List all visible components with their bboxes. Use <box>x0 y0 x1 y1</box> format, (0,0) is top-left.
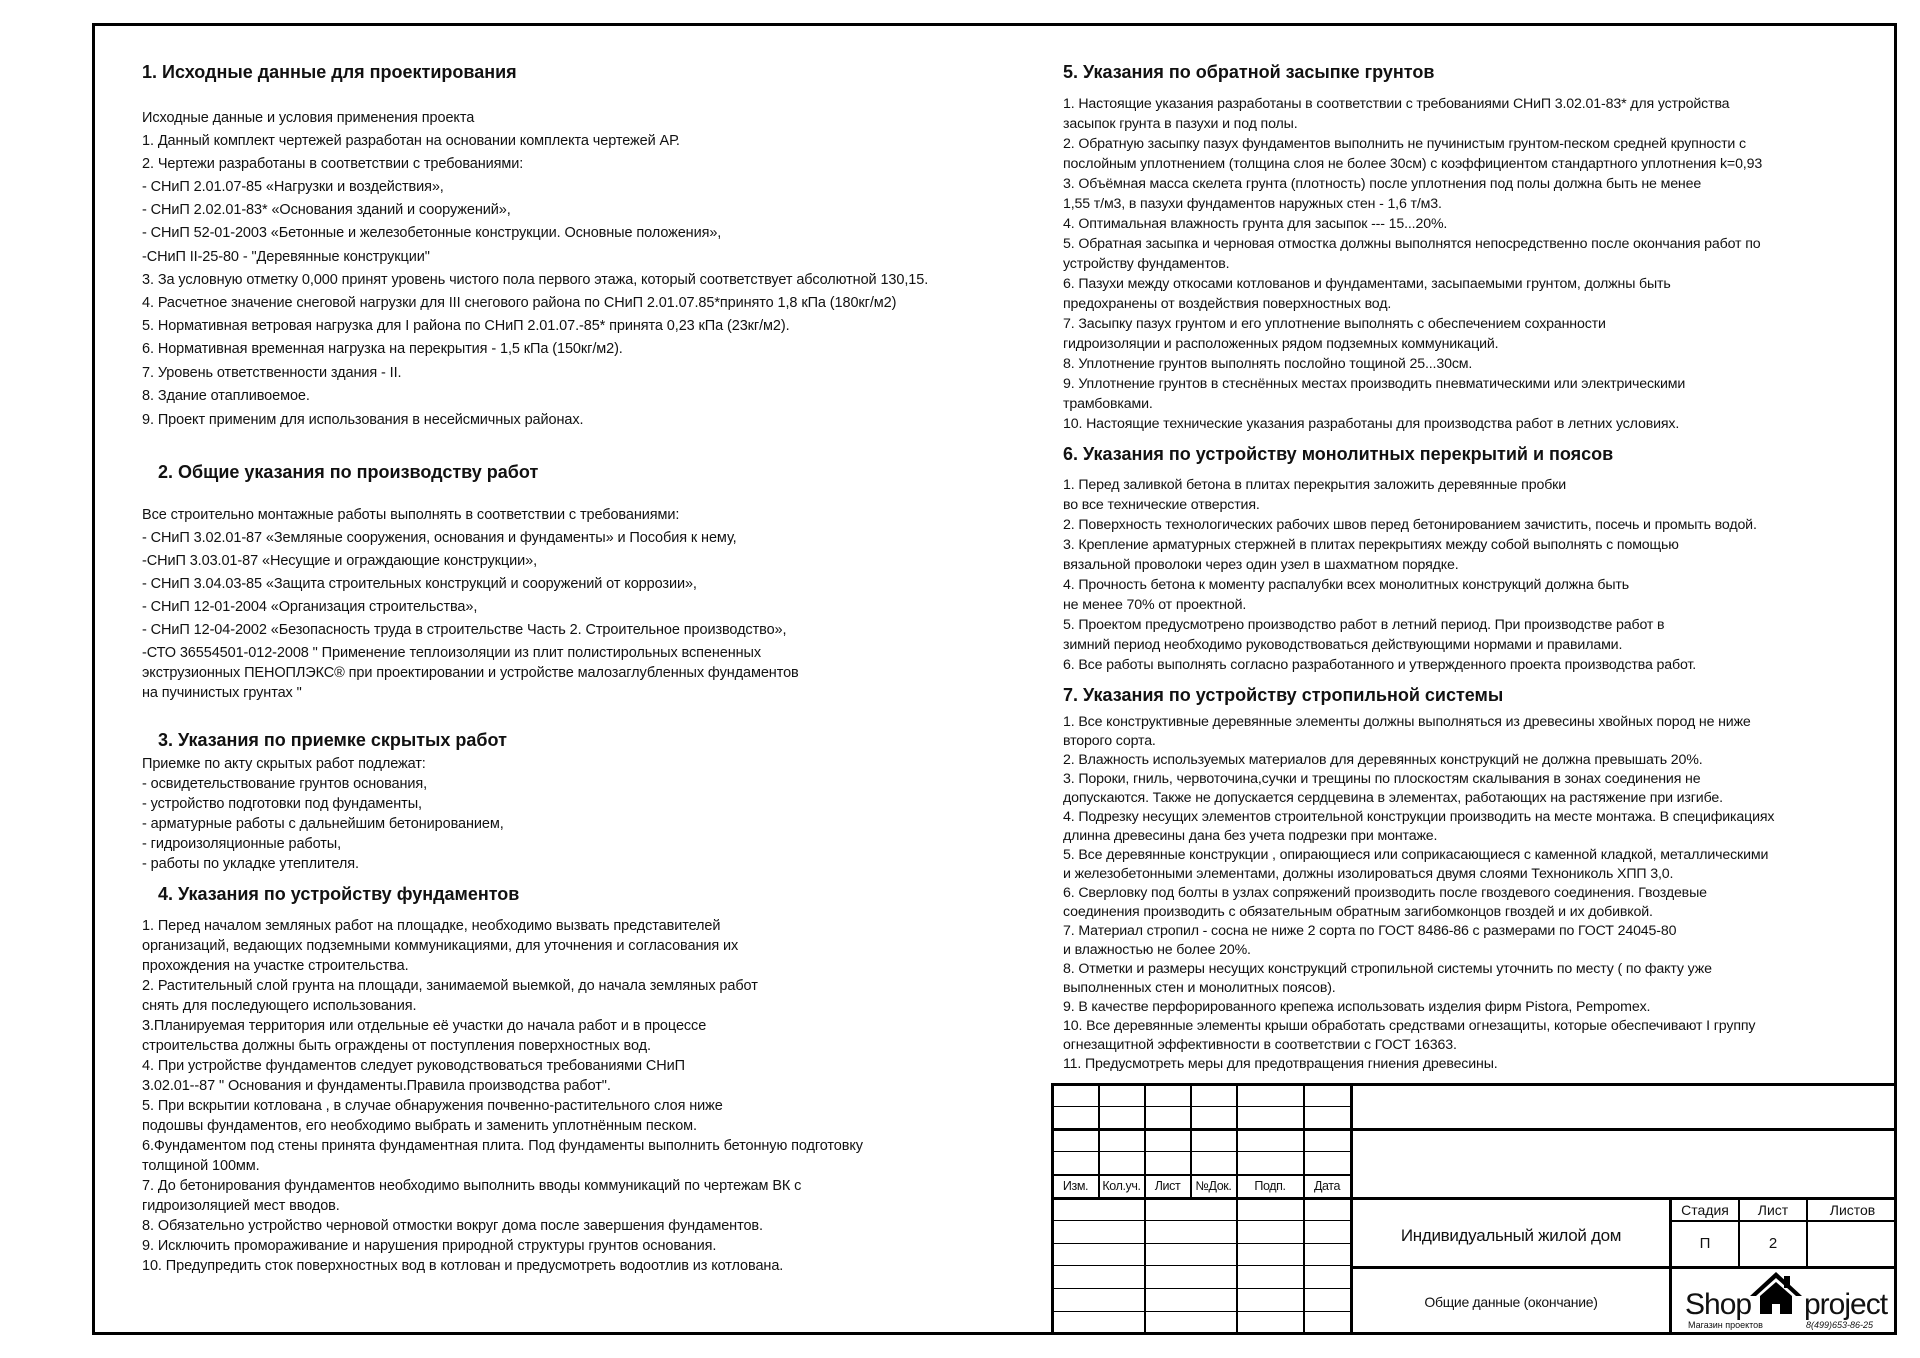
section-4-line: прохождения на участке строительства. <box>142 958 409 974</box>
logo-word-shop: Shop <box>1685 1288 1752 1321</box>
section-5-line: 3. Объёмная масса скелета грунта (плотность) после уплотнения под полы должна быть не менее <box>1063 176 1702 192</box>
section-7-line: 10. Все деревянные элементы крыши обработать средствами огнезащиты, которые обеспечивают I группу <box>1063 1018 1756 1034</box>
section-4-line: снять для последующего использования. <box>142 998 417 1014</box>
project-name: Индивидуальный жилой дом <box>1400 1226 1622 1245</box>
stamp-grid-line <box>1051 1288 1351 1289</box>
section-7-line: 5. Все деревянные конструкции , опирающиеся или соприкасающиеся с каменной кладкой, металлическими <box>1063 847 1769 863</box>
section-2-line: Все строительно монтажные работы выполнять в соответствии с требованиями: <box>142 507 680 523</box>
section-3-heading: 3. Указания по приемке скрытых работ <box>158 730 507 750</box>
section-5-line: 5. Обратная засыпка и черновая отмостка должны выполнятся непосредственно после окончания работ по <box>1063 236 1761 252</box>
section-4-line: 9. Исключить промораживание и нарушения природной структуры грунтов основания. <box>142 1238 717 1254</box>
section-1-line: 8. Здание отапливоемое. <box>142 388 310 404</box>
section-3-line: - гидроизоляционные работы, <box>142 836 342 852</box>
stamp-grid-line <box>1303 1083 1305 1335</box>
stamp-col-data: Дата <box>1313 1179 1341 1193</box>
section-4-line: 5. При вскрытии котлована , в случае обнаружения почвенно-растительного слоя ниже <box>142 1098 723 1114</box>
section-2-line: - СНиП 3.02.01-87 «Земляные сооружения, основания и фундаменты» и Пособия к нему, <box>142 530 737 546</box>
section-6-line: вязальной проволоки через один узел в шахматном порядке. <box>1063 557 1459 573</box>
section-4-line: 1. Перед началом земляных работ на площадке, необходимо вызвать представителей <box>142 918 721 934</box>
stamp-border <box>1051 1083 1054 1335</box>
section-1-line: 5. Нормативная ветровая нагрузка для I района по СНиП 2.01.07.-85* принята 0,23 кПа (23кг/м2). <box>142 318 790 334</box>
section-3-line: - освидетельствование грунтов основания, <box>142 776 428 792</box>
section-5-line: послойным уплотнением (толщина слоя не более 30см) с коэффициентом стандартного уплотнения k=0,93 <box>1063 156 1763 172</box>
section-4-line: 8. Обязательно устройство черновой отмостки вокруг дома после завершения фундаментов. <box>142 1218 763 1234</box>
sheets-label: Листов <box>1829 1202 1876 1218</box>
section-5-line: гидроизоляции и расположенных рядом подземных коммуникаций. <box>1063 336 1499 352</box>
stage-label: Стадия <box>1681 1202 1729 1218</box>
section-1-line: 3. За условную отметку 0,000 принят уровень чистого пола первого этажа, который соответствует абсолютной 130,15. <box>142 272 929 288</box>
sheet-title: Общие данные (окончание) <box>1424 1294 1598 1310</box>
section-1-line: 9. Проект применим для использования в несейсмичных районах. <box>142 412 584 428</box>
section-6-heading: 6. Указания по устройству монолитных перекрытий и поясов <box>1063 444 1614 464</box>
section-4-line: подошвы фундаментов, его необходимо выбрать и заменить уплотнённым песком. <box>142 1118 697 1134</box>
section-5-line: 7. Засыпку пазух грунтом и его уплотнение выполнять с обеспечением сохранности <box>1063 316 1606 332</box>
section-1-line: - СНиП 52-01-2003 «Бетонные и железобетонные конструкции. Основные положения», <box>142 225 722 241</box>
section-7-line: огнезащитной эффективности в соответствии с ГОСТ 16363. <box>1063 1037 1457 1053</box>
section-1-line: -СНиП II-25-80 - "Деревянные конструкции" <box>142 249 430 265</box>
stamp-grid-line <box>1051 1128 1897 1131</box>
section-7-heading: 7. Указания по устройству стропильной системы <box>1063 685 1504 705</box>
stamp-grid-line <box>1669 1220 1897 1222</box>
section-2-line: -СТО 36554501-012-2008 " Применение теплоизоляции из плит полистирольных вспененных <box>142 645 762 661</box>
section-7-line: 11. Предусмотреть меры для предотвращения гниения древесины. <box>1063 1056 1498 1072</box>
section-5-heading: 5. Указания по обратной засыпке грунтов <box>1063 62 1435 82</box>
section-5-line: 2. Обратную засыпку пазух фундаментов выполнить не пучинистым грунтом-песком средней крупности с <box>1063 136 1746 152</box>
stamp-grid-line <box>1144 1083 1146 1335</box>
stamp-grid-line <box>1051 1151 1351 1152</box>
stamp-grid-line <box>1051 1243 1351 1244</box>
section-7-line: 1. Все конструктивные деревянные элементы должны выполняться из древесины хвойных пород не ниже <box>1063 714 1751 730</box>
section-5-line: устройству фундаментов. <box>1063 256 1230 272</box>
section-6-line: не менее 70% от проектной. <box>1063 597 1247 613</box>
stage-value: П <box>1699 1235 1711 1252</box>
stamp-border <box>1051 1083 1897 1086</box>
section-1-line: - СНиП 2.02.01-83* «Основания зданий и сооружений», <box>142 202 511 218</box>
section-4-line: 6.Фундаментом под стены принята фундаментная плита. Под фундаменты выполнить бетонную подготовку <box>142 1138 863 1154</box>
section-4-line: 3.Планируемая территория или отдельные её участки до начала работ и в процессе <box>142 1018 707 1034</box>
section-1-line: 1. Данный комплект чертежей разработан на основании комплекта чертежей АР. <box>142 133 680 149</box>
section-7-line: 3. Пороки, гниль, червоточина,сучки и трещины по плоскостям скалывания в зонах соединения не <box>1063 771 1701 787</box>
section-4-line: 7. До бетонирования фундаментов необходимо выполнить вводы коммуникаций по чертежам ВК с <box>142 1178 802 1194</box>
section-4-line: толщиной 100мм. <box>142 1158 260 1174</box>
stamp-col-doc-no: №Док. <box>1195 1179 1232 1193</box>
house-icon <box>1748 1270 1804 1316</box>
section-6-line: 5. Проектом предусмотрено производство работ в летний период. При производстве работ в <box>1063 617 1665 633</box>
section-7-line: длинна древесины дана без учета подрезки при монтаже. <box>1063 828 1438 844</box>
section-5-line: 1,55 т/м3, в пазухи фундаментов наружных стен - 1,6 т/м3. <box>1063 196 1442 212</box>
section-6-line: 4. Прочность бетона к моменту распалубки всех монолитных конструкций должна быть <box>1063 577 1629 593</box>
section-3-line: - устройство подготовки под фундаменты, <box>142 796 422 812</box>
section-2-line: - СНиП 12-01-2004 «Организация строительства», <box>142 599 478 615</box>
stamp-col-list: Лист <box>1154 1179 1181 1193</box>
section-5-line: 10. Настоящие технические указания разработаны для производства работ в летних условиях. <box>1063 416 1680 432</box>
section-7-line: и влажностью не более 20%. <box>1063 942 1251 958</box>
section-4-line: организаций, ведающих подземными коммуникациями, для уточнения и согласования их <box>142 938 739 954</box>
section-3-line: - арматурные работы с дальнейшим бетонированием, <box>142 816 504 832</box>
section-2-line: экструзионных ПЕНОПЛЭКС® при проектировании и устройстве малозаглубленных фундаментов <box>142 665 799 681</box>
section-6-line: во все технические отверстия. <box>1063 497 1260 513</box>
stamp-grid-line <box>1051 1106 1351 1107</box>
section-7-line: 8. Отметки и размеры несущих конструкций стропильной системы уточнить по месту ( по факту уже <box>1063 961 1712 977</box>
logo-subtitle: Магазин проектов <box>1688 1320 1763 1330</box>
section-7-line: и железобетонными элементами, должны изолироваться двумя слоями Технониколь ХПП 3,0. <box>1063 866 1674 882</box>
section-5-line: 8. Уплотнение грунтов выполнять послойно тощиной 25...30см. <box>1063 356 1473 372</box>
section-4-line: 2. Растительный слой грунта на площади, занимаемой выемкой, до начала земляных работ <box>142 978 758 994</box>
section-7-line: 4. Подрезку несущих элементов строительной конструкции производить на месте монтажа. В спецификациях <box>1063 809 1775 825</box>
logo-phone: 8(499)653-86-25 <box>1806 1320 1874 1330</box>
section-2-line: - СНиП 3.04.03-85 «Защита строительных конструкций и сооружений от коррозии», <box>142 576 697 592</box>
logo-word-project: project <box>1804 1288 1888 1321</box>
section-4-line: 4. При устройстве фундаментов следует руководствоваться требованиями СНиП <box>142 1058 685 1074</box>
stamp-grid-line <box>1051 1311 1351 1312</box>
stamp-grid-line <box>1051 1220 1351 1221</box>
section-7-line: выполненных стен и монолитных поясов). <box>1063 980 1336 996</box>
section-6-line: 3. Крепление арматурных стержней в плитах перекрытиях между собой выполнять с помощью <box>1063 537 1679 553</box>
section-7-line: 7. Материал стропил - сосна не ниже 2 сорта по ГОСТ 8486-86 с размерами по ГОСТ 24045-80 <box>1063 923 1677 939</box>
section-7-line: соединения производить с обязательным обратным загибомконцов гвоздей и их добивкой. <box>1063 904 1653 920</box>
stamp-col-podp: Подп. <box>1254 1179 1286 1193</box>
section-6-line: 1. Перед заливкой бетона в плитах перекрытия заложить деревянные пробки <box>1063 477 1567 493</box>
section-1-line: 6. Нормативная временная нагрузка на перекрытия - 1,5 кПа (150кг/м2). <box>142 341 623 357</box>
sheet-value: 2 <box>1768 1235 1778 1252</box>
section-1-line: 4. Расчетное значение снеговой нагрузки для III снегового района по СНиП 2.01.07.85*принято 1,8 кПа (180кг/м2) <box>142 295 897 311</box>
section-7-line: второго сорта. <box>1063 733 1156 749</box>
stamp-grid-line <box>1236 1083 1238 1335</box>
section-1-heading: 1. Исходные данные для проектирования <box>142 62 517 82</box>
section-1-line: Исходные данные и условия применения проекта <box>142 110 475 126</box>
section-2-line: на пучинистых грунтах " <box>142 685 302 701</box>
section-6-line: 6. Все работы выполнять согласно разработанного и утвержденного проекта производства работ. <box>1063 657 1696 673</box>
stamp-grid-line <box>1051 1265 1351 1266</box>
stamp-grid-line <box>1051 1197 1897 1200</box>
section-1-line: 2. Чертежи разработаны в соответствии с требованиями: <box>142 156 524 172</box>
section-7-line: 2. Влажность используемых материалов для деревянных конструкций не должна превышать 20%. <box>1063 752 1703 768</box>
section-1-line: - СНиП 2.01.07-85 «Нагрузки и воздействия», <box>142 179 444 195</box>
section-3-line: Приемке по акту скрытых работ подлежат: <box>142 756 426 772</box>
section-6-line: зимний период необходимо руководствоваться действующими нормами и правилами. <box>1063 637 1623 653</box>
section-4-heading: 4. Указания по устройству фундаментов <box>158 884 520 904</box>
section-2-line: -СНиП 3.03.01-87 «Несущие и ограждающие конструкции», <box>142 553 538 569</box>
stamp-grid-line <box>1350 1266 1897 1269</box>
section-4-line: 10. Предупредить сток поверхностных вод в котлован и предусмотреть водоотлив из котлована. <box>142 1258 784 1274</box>
stamp-col-kol-uch: Кол.уч. <box>1102 1179 1141 1193</box>
section-5-line: предохранены от воздействия поверхностных вод. <box>1063 296 1392 312</box>
section-2-line: - СНиП 12-04-2002 «Безопасность труда в строительстве Часть 2. Строительное производство», <box>142 622 787 638</box>
section-7-line: допускаются. Также не допускается сердцевина в элементах, работающих на растяжение при изгибе. <box>1063 790 1723 806</box>
section-4-line: 3.02.01--87 " Основания и фундаменты.Правила производства работ". <box>142 1078 611 1094</box>
section-5-line: 4. Оптимальная влажность грунта для засыпок --- 15...20%. <box>1063 216 1448 232</box>
section-2-heading: 2. Общие указания по производству работ <box>158 462 539 482</box>
section-1-line: 7. Уровень ответственности здания - II. <box>142 365 402 381</box>
section-4-line: гидроизоляцией мест вводов. <box>142 1198 340 1214</box>
section-5-line: засыпок грунта в пазухи и под полы. <box>1063 116 1298 132</box>
section-7-line: 9. В качестве перфорированного крепежа использовать изделия фирм Pistora, Pempomex. <box>1063 999 1651 1015</box>
sheet-label: Лист <box>1757 1202 1789 1218</box>
section-3-line: - работы по укладке утеплителя. <box>142 856 359 872</box>
stamp-grid-line <box>1051 1174 1351 1176</box>
section-5-line: 6. Пазухи между откосами котлованов и фундаментами, засыпаемыми грунтом, должны быть <box>1063 276 1671 292</box>
section-6-line: 2. Поверхность технологических рабочих швов перед бетонированием зачистить, посечь и промыть водой. <box>1063 517 1757 533</box>
section-5-line: 1. Настоящие указания разработаны в соответствии с требованиями СНиП 3.02.01-83* для устройства <box>1063 96 1730 112</box>
section-5-line: 9. Уплотнение грунтов в стеснённых местах производить пневматическими или электрическими <box>1063 376 1686 392</box>
section-5-line: трамбовками. <box>1063 396 1153 412</box>
section-7-line: 6. Сверловку под болты в узлах сопряжений производить после гвоздевого соединения. Гвоздевые <box>1063 885 1707 901</box>
section-4-line: строительства должны быть ограждены от поступления поверхностных вод. <box>142 1038 651 1054</box>
stamp-col-izm: Изм. <box>1062 1179 1089 1193</box>
